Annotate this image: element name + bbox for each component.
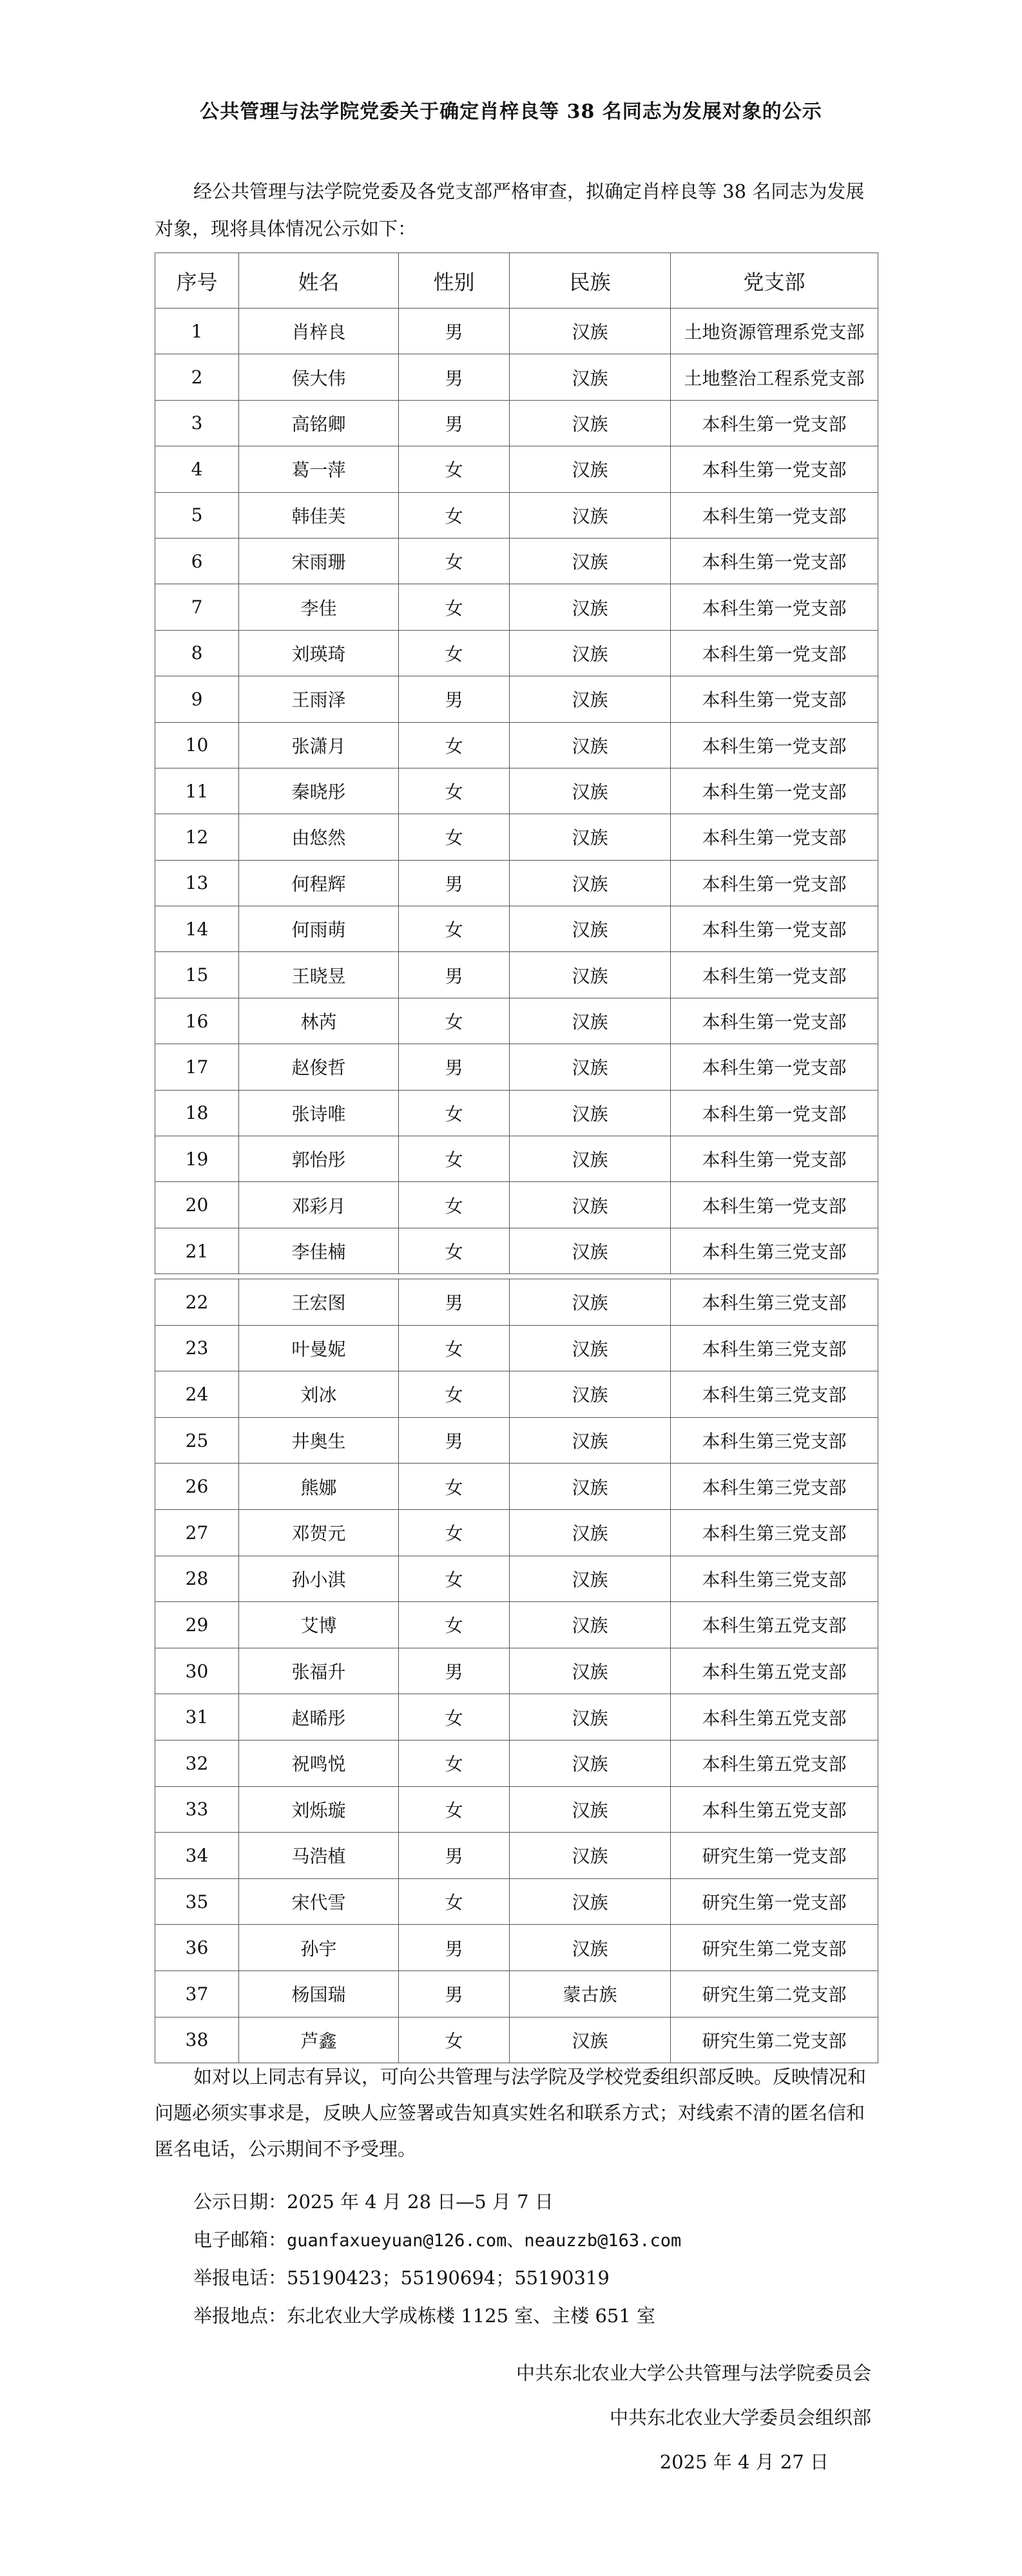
publicity-date-label: 公示日期： bbox=[193, 2191, 287, 2213]
cell-ethnicity: 汉族 bbox=[510, 492, 671, 538]
cell-number: 10 bbox=[155, 722, 239, 768]
cell-name: 葛一萍 bbox=[239, 446, 399, 492]
phone-line bbox=[193, 2265, 610, 2291]
cell-ethnicity: 汉族 bbox=[510, 2017, 671, 2063]
cell-ethnicity: 汉族 bbox=[510, 998, 671, 1044]
cell-number: 17 bbox=[155, 1044, 239, 1090]
cell-gender: 女 bbox=[399, 1740, 510, 1786]
cell-branch: 本科生第一党支部 bbox=[671, 492, 878, 538]
email-line bbox=[193, 2227, 681, 2254]
table-row bbox=[155, 1878, 878, 1925]
cell-ethnicity: 汉族 bbox=[510, 906, 671, 952]
cell-name: 杨国瑞 bbox=[239, 1970, 399, 2017]
table-row bbox=[155, 814, 878, 860]
cell-branch: 本科生第一党支部 bbox=[671, 860, 878, 906]
cell-number: 37 bbox=[155, 1970, 239, 2017]
cell-name: 邓彩月 bbox=[239, 1182, 399, 1228]
cell-gender: 女 bbox=[399, 722, 510, 768]
cell-ethnicity: 汉族 bbox=[510, 400, 671, 446]
cell-ethnicity: 汉族 bbox=[510, 309, 671, 354]
table-row bbox=[155, 1694, 878, 1741]
table-row bbox=[155, 309, 878, 354]
cell-branch: 本科生第一党支部 bbox=[671, 630, 878, 676]
cell-gender: 女 bbox=[399, 1371, 510, 1418]
cell-name: 祝鸣悦 bbox=[239, 1740, 399, 1786]
cell-gender: 男 bbox=[399, 1648, 510, 1694]
publicity-date-value: 2025 年 4 月 28 日—5 月 7 日 bbox=[287, 2191, 554, 2213]
cell-number: 16 bbox=[155, 998, 239, 1044]
table-row bbox=[155, 446, 878, 492]
header-name: 姓名 bbox=[239, 253, 399, 309]
cell-branch: 本科生第一党支部 bbox=[671, 400, 878, 446]
cell-ethnicity: 汉族 bbox=[510, 676, 671, 722]
table-row bbox=[155, 1371, 878, 1418]
cell-branch: 本科生第三党支部 bbox=[671, 1325, 878, 1371]
cell-number: 21 bbox=[155, 1228, 239, 1274]
cell-number: 36 bbox=[155, 1925, 239, 1971]
cell-number: 5 bbox=[155, 492, 239, 538]
cell-branch: 本科生第三党支部 bbox=[671, 1464, 878, 1510]
cell-number: 29 bbox=[155, 1602, 239, 1648]
cell-name: 张潇月 bbox=[239, 722, 399, 768]
signature-org-college: 中共东北农业大学公共管理与法学院委员会 bbox=[516, 2362, 871, 2384]
cell-number: 18 bbox=[155, 1090, 239, 1136]
cell-branch: 本科生第一党支部 bbox=[671, 1182, 878, 1228]
cell-number: 6 bbox=[155, 538, 239, 584]
table-row bbox=[155, 1279, 878, 1326]
header-branch: 党支部 bbox=[671, 253, 878, 309]
cell-number: 35 bbox=[155, 1878, 239, 1925]
cell-number: 20 bbox=[155, 1182, 239, 1228]
table-row bbox=[155, 492, 878, 538]
cell-branch: 土地资源管理系党支部 bbox=[671, 309, 878, 354]
cell-ethnicity: 汉族 bbox=[510, 722, 671, 768]
cell-gender: 男 bbox=[399, 1925, 510, 1971]
cell-branch: 本科生第一党支部 bbox=[671, 1090, 878, 1136]
cell-branch: 本科生第三党支部 bbox=[671, 1228, 878, 1274]
cell-gender: 女 bbox=[399, 1786, 510, 1833]
cell-name: 刘烁璇 bbox=[239, 1786, 399, 1833]
cell-name: 马浩植 bbox=[239, 1833, 399, 1879]
cell-gender: 女 bbox=[399, 998, 510, 1044]
table-row bbox=[155, 1090, 878, 1136]
cell-name: 赵晞彤 bbox=[239, 1694, 399, 1741]
table-row bbox=[155, 860, 878, 906]
cell-ethnicity: 汉族 bbox=[510, 1136, 671, 1182]
cell-name: 王雨泽 bbox=[239, 676, 399, 722]
cell-branch: 研究生第二党支部 bbox=[671, 1925, 878, 1971]
cell-number: 38 bbox=[155, 2017, 239, 2063]
objection-note: 如对以上同志有异议，可向公共管理与法学院及学校党委组织部反映。反映情况和问题必须实事求是，反映人应签署或告知真实姓名和联系方式；对线索不清的匿名信和匿名电话，公示期间不予受理。 bbox=[155, 2066, 867, 2160]
cell-gender: 女 bbox=[399, 1602, 510, 1648]
cell-branch: 本科生第三党支部 bbox=[671, 1371, 878, 1418]
table-header-row bbox=[155, 253, 878, 309]
cell-number: 31 bbox=[155, 1694, 239, 1741]
cell-name: 张福升 bbox=[239, 1648, 399, 1694]
cell-branch: 本科生第一党支部 bbox=[671, 1136, 878, 1182]
cell-gender: 男 bbox=[399, 1970, 510, 2017]
cell-branch: 本科生第五党支部 bbox=[671, 1786, 878, 1833]
cell-number: 11 bbox=[155, 768, 239, 814]
cell-ethnicity: 汉族 bbox=[510, 1833, 671, 1879]
intro-paragraph: 经公共管理与法学院党委及各党支部严格审查，拟确定肖梓良等 38 名同志为发展对象，现将具体情况公示如下： bbox=[155, 180, 865, 240]
cell-number: 14 bbox=[155, 906, 239, 952]
header-number: 序号 bbox=[155, 253, 239, 309]
cell-number: 13 bbox=[155, 860, 239, 906]
cell-number: 12 bbox=[155, 814, 239, 860]
table-row bbox=[155, 1602, 878, 1648]
cell-number: 24 bbox=[155, 1371, 239, 1418]
cell-name: 王晓昱 bbox=[239, 952, 399, 998]
table-row bbox=[155, 1970, 878, 2017]
table-row bbox=[155, 538, 878, 584]
cell-ethnicity: 汉族 bbox=[510, 446, 671, 492]
table-row bbox=[155, 722, 878, 768]
cell-ethnicity: 汉族 bbox=[510, 1556, 671, 1602]
cell-name: 艾博 bbox=[239, 1602, 399, 1648]
table-row bbox=[155, 1228, 878, 1274]
cell-number: 4 bbox=[155, 446, 239, 492]
cell-gender: 女 bbox=[399, 1228, 510, 1274]
cell-name: 肖梓良 bbox=[239, 309, 399, 354]
cell-branch: 研究生第二党支部 bbox=[671, 1970, 878, 2017]
table-row bbox=[155, 1740, 878, 1786]
table-row bbox=[155, 354, 878, 400]
table-row bbox=[155, 768, 878, 814]
cell-gender: 男 bbox=[399, 354, 510, 400]
signature-org-organization-dept: 中共东北农业大学委员会组织部 bbox=[609, 2407, 871, 2428]
cell-name: 王宏图 bbox=[239, 1279, 399, 1326]
page-title: 公共管理与法学院党委关于确定肖梓良等 38 名同志为发展对象的公示 bbox=[200, 100, 822, 123]
cell-branch: 本科生第三党支部 bbox=[671, 1556, 878, 1602]
cell-gender: 女 bbox=[399, 538, 510, 584]
cell-branch: 本科生第五党支部 bbox=[671, 1602, 878, 1648]
cell-number: 8 bbox=[155, 630, 239, 676]
email-value: guanfaxueyuan@126.com、neauzzb@163.com bbox=[287, 2231, 682, 2251]
cell-gender: 女 bbox=[399, 2017, 510, 2063]
cell-name: 宋代雪 bbox=[239, 1878, 399, 1925]
cell-ethnicity: 汉族 bbox=[510, 1648, 671, 1694]
publicity-date-line bbox=[193, 2189, 554, 2215]
table-row bbox=[155, 1509, 878, 1556]
cell-branch: 本科生第一党支部 bbox=[671, 768, 878, 814]
cell-branch: 本科生第一党支部 bbox=[671, 998, 878, 1044]
cell-name: 何程辉 bbox=[239, 860, 399, 906]
cell-name: 井奥生 bbox=[239, 1417, 399, 1464]
signature-date: 2025 年 4 月 27 日 bbox=[659, 2451, 829, 2473]
cell-ethnicity: 汉族 bbox=[510, 1090, 671, 1136]
candidate-table-part-2 bbox=[155, 1279, 878, 2063]
table-row bbox=[155, 1833, 878, 1879]
table-row bbox=[155, 2017, 878, 2063]
cell-branch: 本科生第三党支部 bbox=[671, 1509, 878, 1556]
cell-ethnicity: 汉族 bbox=[510, 1464, 671, 1510]
cell-number: 26 bbox=[155, 1464, 239, 1510]
header-gender: 性别 bbox=[399, 253, 510, 309]
cell-branch: 本科生第一党支部 bbox=[671, 1044, 878, 1090]
cell-name: 李佳 bbox=[239, 584, 399, 630]
cell-number: 32 bbox=[155, 1740, 239, 1786]
cell-ethnicity: 汉族 bbox=[510, 630, 671, 676]
cell-gender: 男 bbox=[399, 1044, 510, 1090]
table-row bbox=[155, 1044, 878, 1090]
cell-name: 何雨萌 bbox=[239, 906, 399, 952]
cell-number: 1 bbox=[155, 309, 239, 354]
cell-branch: 研究生第二党支部 bbox=[671, 2017, 878, 2063]
cell-ethnicity: 汉族 bbox=[510, 1694, 671, 1741]
cell-gender: 男 bbox=[399, 400, 510, 446]
cell-name: 芦鑫 bbox=[239, 2017, 399, 2063]
table-row bbox=[155, 1556, 878, 1602]
cell-name: 赵俊哲 bbox=[239, 1044, 399, 1090]
cell-gender: 男 bbox=[399, 1279, 510, 1326]
cell-number: 33 bbox=[155, 1786, 239, 1833]
cell-number: 19 bbox=[155, 1136, 239, 1182]
cell-branch: 本科生第一党支部 bbox=[671, 952, 878, 998]
cell-number: 9 bbox=[155, 676, 239, 722]
cell-ethnicity: 汉族 bbox=[510, 814, 671, 860]
cell-branch: 本科生第一党支部 bbox=[671, 584, 878, 630]
cell-branch: 研究生第一党支部 bbox=[671, 1833, 878, 1879]
table-row bbox=[155, 1136, 878, 1182]
cell-gender: 女 bbox=[399, 630, 510, 676]
cell-gender: 女 bbox=[399, 1694, 510, 1741]
table-row bbox=[155, 1464, 878, 1510]
table-row bbox=[155, 1925, 878, 1971]
cell-gender: 女 bbox=[399, 1090, 510, 1136]
cell-gender: 男 bbox=[399, 676, 510, 722]
cell-ethnicity: 汉族 bbox=[510, 1044, 671, 1090]
cell-branch: 本科生第五党支部 bbox=[671, 1694, 878, 1741]
cell-ethnicity: 蒙古族 bbox=[510, 1970, 671, 2017]
cell-gender: 女 bbox=[399, 584, 510, 630]
cell-number: 30 bbox=[155, 1648, 239, 1694]
cell-ethnicity: 汉族 bbox=[510, 538, 671, 584]
cell-name: 刘冰 bbox=[239, 1371, 399, 1418]
header-ethnicity: 民族 bbox=[510, 253, 671, 309]
cell-ethnicity: 汉族 bbox=[510, 1878, 671, 1925]
cell-ethnicity: 汉族 bbox=[510, 1740, 671, 1786]
cell-ethnicity: 汉族 bbox=[510, 768, 671, 814]
cell-gender: 男 bbox=[399, 952, 510, 998]
cell-branch: 本科生第一党支部 bbox=[671, 446, 878, 492]
table-row bbox=[155, 400, 878, 446]
cell-name: 由悠然 bbox=[239, 814, 399, 860]
cell-gender: 女 bbox=[399, 906, 510, 952]
phone-label: 举报电话： bbox=[193, 2267, 287, 2289]
cell-name: 孙小淇 bbox=[239, 1556, 399, 1602]
table-row bbox=[155, 1648, 878, 1694]
address-value: 东北农业大学成栋楼 1125 室、主楼 651 室 bbox=[287, 2305, 656, 2327]
table-row bbox=[155, 1325, 878, 1371]
cell-ethnicity: 汉族 bbox=[510, 1509, 671, 1556]
cell-number: 22 bbox=[155, 1279, 239, 1326]
cell-ethnicity: 汉族 bbox=[510, 584, 671, 630]
cell-name: 孙宇 bbox=[239, 1925, 399, 1971]
cell-name: 张诗唯 bbox=[239, 1090, 399, 1136]
cell-branch: 本科生第一党支部 bbox=[671, 722, 878, 768]
cell-name: 熊娜 bbox=[239, 1464, 399, 1510]
cell-gender: 女 bbox=[399, 768, 510, 814]
cell-ethnicity: 汉族 bbox=[510, 1417, 671, 1464]
cell-name: 郭怡彤 bbox=[239, 1136, 399, 1182]
table-row bbox=[155, 676, 878, 722]
cell-branch: 本科生第五党支部 bbox=[671, 1740, 878, 1786]
cell-branch: 本科生第一党支部 bbox=[671, 676, 878, 722]
table-row bbox=[155, 630, 878, 676]
cell-number: 34 bbox=[155, 1833, 239, 1879]
cell-branch: 本科生第一党支部 bbox=[671, 814, 878, 860]
table-row bbox=[155, 1786, 878, 1833]
cell-gender: 女 bbox=[399, 1136, 510, 1182]
address-label: 举报地点： bbox=[193, 2305, 287, 2327]
cell-ethnicity: 汉族 bbox=[510, 1279, 671, 1326]
cell-ethnicity: 汉族 bbox=[510, 354, 671, 400]
cell-ethnicity: 汉族 bbox=[510, 1325, 671, 1371]
cell-branch: 本科生第一党支部 bbox=[671, 906, 878, 952]
cell-number: 28 bbox=[155, 1556, 239, 1602]
cell-branch: 本科生第一党支部 bbox=[671, 538, 878, 584]
cell-gender: 男 bbox=[399, 1417, 510, 1464]
phone-value: 55190423；55190694；55190319 bbox=[287, 2267, 610, 2289]
cell-number: 15 bbox=[155, 952, 239, 998]
cell-gender: 女 bbox=[399, 1325, 510, 1371]
cell-name: 叶曼妮 bbox=[239, 1325, 399, 1371]
table-body-part-1 bbox=[155, 309, 878, 1274]
cell-name: 秦晓彤 bbox=[239, 768, 399, 814]
cell-gender: 女 bbox=[399, 814, 510, 860]
cell-number: 3 bbox=[155, 400, 239, 446]
cell-ethnicity: 汉族 bbox=[510, 1371, 671, 1418]
cell-gender: 男 bbox=[399, 1833, 510, 1879]
cell-gender: 女 bbox=[399, 1182, 510, 1228]
cell-branch: 本科生第三党支部 bbox=[671, 1279, 878, 1326]
table-row bbox=[155, 998, 878, 1044]
cell-number: 7 bbox=[155, 584, 239, 630]
cell-ethnicity: 汉族 bbox=[510, 1602, 671, 1648]
cell-gender: 女 bbox=[399, 446, 510, 492]
cell-name: 刘瑛琦 bbox=[239, 630, 399, 676]
address-line bbox=[193, 2303, 655, 2329]
table-body-part-2 bbox=[155, 1279, 878, 2063]
cell-number: 27 bbox=[155, 1509, 239, 1556]
cell-number: 25 bbox=[155, 1417, 239, 1464]
cell-number: 2 bbox=[155, 354, 239, 400]
candidate-table-part-1 bbox=[155, 253, 878, 1274]
table-row bbox=[155, 1417, 878, 1464]
cell-gender: 女 bbox=[399, 1509, 510, 1556]
cell-gender: 男 bbox=[399, 309, 510, 354]
cell-number: 23 bbox=[155, 1325, 239, 1371]
cell-ethnicity: 汉族 bbox=[510, 860, 671, 906]
cell-name: 邓贺元 bbox=[239, 1509, 399, 1556]
cell-gender: 女 bbox=[399, 492, 510, 538]
table-row bbox=[155, 906, 878, 952]
cell-branch: 本科生第五党支部 bbox=[671, 1648, 878, 1694]
email-label: 电子邮箱： bbox=[193, 2229, 287, 2251]
cell-branch: 本科生第三党支部 bbox=[671, 1417, 878, 1464]
cell-gender: 女 bbox=[399, 1878, 510, 1925]
cell-name: 侯大伟 bbox=[239, 354, 399, 400]
cell-ethnicity: 汉族 bbox=[510, 952, 671, 998]
cell-gender: 女 bbox=[399, 1464, 510, 1510]
cell-ethnicity: 汉族 bbox=[510, 1182, 671, 1228]
cell-name: 韩佳芙 bbox=[239, 492, 399, 538]
cell-name: 李佳楠 bbox=[239, 1228, 399, 1274]
cell-ethnicity: 汉族 bbox=[510, 1925, 671, 1971]
cell-ethnicity: 汉族 bbox=[510, 1786, 671, 1833]
cell-branch: 研究生第一党支部 bbox=[671, 1878, 878, 1925]
cell-gender: 女 bbox=[399, 1556, 510, 1602]
cell-name: 高铭卿 bbox=[239, 400, 399, 446]
table-row bbox=[155, 584, 878, 630]
cell-gender: 男 bbox=[399, 860, 510, 906]
cell-branch: 土地整治工程系党支部 bbox=[671, 354, 878, 400]
cell-name: 宋雨珊 bbox=[239, 538, 399, 584]
cell-name: 林芮 bbox=[239, 998, 399, 1044]
table-row bbox=[155, 1182, 878, 1228]
table-row bbox=[155, 952, 878, 998]
cell-ethnicity: 汉族 bbox=[510, 1228, 671, 1274]
